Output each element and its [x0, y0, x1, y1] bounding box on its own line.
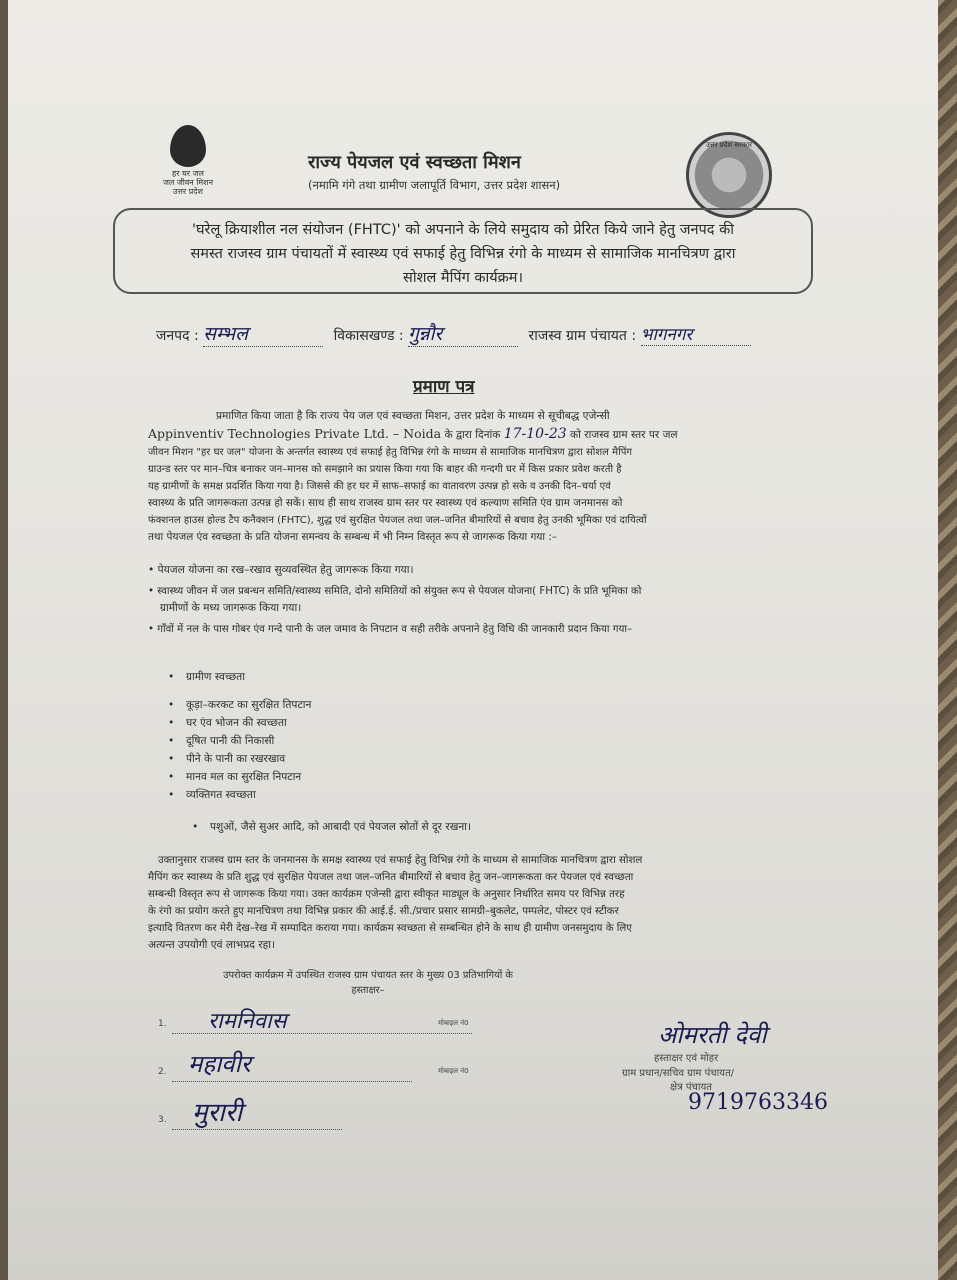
- banner-line-2: समस्त राजस्व ग्राम पंचायतों में स्वास्थ्य एवं सफाई हेतु विभिन्न रंगो के माध्यम से सामाजिक मानचित्रण द्वारा: [190, 246, 736, 262]
- list-item: • कूड़ा–करकट का सुरक्षित तिपटान: [186, 696, 447, 714]
- participant-signature: रामनिवास: [208, 1009, 287, 1034]
- body-line-7: फंक्शनल हाउस होल्ड टैप कनैक्शन (FHTC), शुद्ध एवं सुरक्षित पेयजल तथा जल–जनित बीमारियों से बचाव हेतु उनकी भूमिका एवं दायित्वों: [148, 515, 647, 526]
- conclusion-line-4: के रंगो का प्रयोग करते हुए मानचित्रण तथा विभिन्न प्रकार की आई.ई. सी./प्रचार प्रसार सामग्री–बुकलेट, पम्पलेट, पोस्टर एवं स्टीकर: [148, 906, 619, 917]
- vikaskhand-label: विकासखण्ड :: [333, 328, 404, 344]
- sign-label-1: हस्ताक्षर एवं मोहर: [654, 1053, 719, 1064]
- conclusion-line-2: मैपिंग कर स्वास्थ्य के प्रति शुद्ध एवं सुरक्षित पेयजल तथा जल–जनित बीमारियों से बचाव हेतु जन–जागरूकता कर पेयजल एवं स्वच्छता: [148, 872, 634, 883]
- conclusion-line-6: अत्यन्त उपयोगी एवं लाभप्रद रहा।: [148, 939, 275, 951]
- har-ghar-jal-logo: [138, 125, 238, 200]
- water-drop-icon: [170, 125, 206, 167]
- janpad-value: सम्भल: [203, 320, 323, 347]
- list-item: • व्यक्तिगत स्वच्छता: [186, 786, 447, 804]
- program-banner: [113, 208, 813, 294]
- bullet-1: • पेयजल योजना का रख–रखाव सुव्यवस्थित हेतु जागरूक किया गया।: [148, 564, 414, 576]
- mobile-label: मोबाइल नं0: [438, 1067, 469, 1075]
- gram-panchayat-label: राजस्व ग्राम पंचायत :: [528, 328, 637, 344]
- logo-text-3: उत्तर प्रदेश: [173, 187, 203, 196]
- bullet-2: • स्वास्थ्य जीवन में जल प्रबन्धन समिति/स्वास्थ्य समिति, दोनो समितियों को संयुक्त रूप से पेयजल योजना( FHTC) के प्रति भूमिका को: [148, 586, 642, 597]
- conclusion: [148, 852, 828, 954]
- participants-intro-1: उपरोक्त कार्यक्रम में उपस्थित राजस्व ग्राम पंचायत स्तर के मुख्य 03 प्रतिभागियों के: [223, 970, 513, 981]
- signature-line: [172, 1081, 412, 1082]
- signature-line: [172, 1033, 472, 1034]
- logo-text: [138, 169, 238, 196]
- conclusion-line-5: इत्यादि वितरण कर मेरी देख–रेख में सम्पादित कराया गया। कार्यक्रम स्वच्छता से सम्बन्धित होने के साथ ही ग्रामीण जनसमुदाय के लिए: [148, 923, 632, 934]
- bullet-2-cont: ग्रामीणों के मध्य जागरूक किया गया।: [160, 602, 302, 614]
- participant-number: 1.: [158, 1019, 167, 1029]
- banner-line-3: सोशल मैपिंग कार्यक्रम।: [403, 270, 523, 286]
- banner-line-1: 'घरेलू क्रियाशील नल संयोजन (FHTC)' को अपनाने के लिये समुदाय को प्रेरित किये जाने हेतु जनपद की: [192, 222, 734, 238]
- document-page: [8, 0, 938, 1280]
- agency-name: Appinventiv Technologies Private Ltd. – Noida: [148, 426, 442, 441]
- mobile-label: मोबाइल नं0: [438, 1019, 469, 1027]
- participant-signature: महावीर: [188, 1050, 251, 1078]
- body-line-2-text: के द्वारा दिनांक: [444, 429, 501, 441]
- up-government-seal: [686, 132, 772, 218]
- sanitation-topics-list: [186, 668, 471, 836]
- list-item: • पीने के पानी का रखरखाव: [186, 750, 447, 768]
- list-item: • मानव मल का सुरक्षित निपटान: [186, 768, 447, 786]
- body-line-6: स्वास्थ्य के प्रति जागरूकता उत्पन्न हो सकें। साथ ही साथ राजस्व ग्राम स्तर पर स्वास्थ्य एवं कल्याण समिति एंव ग्राम जनमानस को: [148, 497, 623, 509]
- program-date: 17-10-23: [503, 426, 567, 442]
- certificate-body: [148, 408, 828, 546]
- participant-signature: मुरारी: [192, 1098, 243, 1128]
- location-fields: [156, 320, 806, 347]
- body-line-2-end: को राजस्व ग्राम स्तर पर जल: [570, 429, 678, 441]
- list-item: • दूषित पानी की निकासी: [186, 732, 447, 750]
- vikaskhand-value: गुन्नौर: [408, 320, 518, 347]
- sign-label-3: क्षेत्र पंचायत: [670, 1082, 712, 1093]
- body-line-1: प्रमाणित किया जाता है कि राज्य पेय जल एवं स्वच्छता मिशन, उत्तर प्रदेश के माध्यम से सूचीबद्ध एजेन्सी: [216, 410, 610, 422]
- pradhan-signature: ओमरती देवी: [658, 1021, 767, 1049]
- participant-row: [158, 1005, 538, 1053]
- body-line-2: [148, 425, 828, 444]
- body-line-8: तथा पेयजल एंव स्वच्छता के प्रति योजना समन्वय के सम्बन्ध में भी निम्न विस्तृत रूप से जागरूक किया गया :–: [148, 531, 558, 543]
- janpad-label: जनपद :: [156, 328, 199, 344]
- signature-line: [172, 1129, 342, 1130]
- body-line-4: ग्राउन्ड स्तर पर मान–चित्र बनाकर जन–मानस को समझाने का प्रयास किया गया कि बाहर की गन्दगी घर में किस प्रकार प्रवेश करती है: [148, 464, 622, 475]
- body-line-5: यह ग्रामीणों के समक्ष प्रदर्शित किया गया है। जिससे की हर घर में साफ–सफाई का वातावरण उत्पन्न हो सके व उनकी दिन–चर्या एवं: [148, 481, 611, 492]
- list-item: • घर एंव भोजन की स्वच्छता: [186, 714, 447, 732]
- body-line-3: जीवन मिशन "हर घर जल" योजना के अन्तर्गत स्वास्थ्य एवं सफाई हेतु विभिन्न रंगो के माध्यम से सामाजिक मानचित्रण द्वारा सोशल मैपिंग: [148, 447, 633, 458]
- sign-label-2: ग्राम प्रधान/सचिव ग्राम पंचायत/: [622, 1068, 735, 1079]
- document-title: राज्य पेयजल एवं स्वच्छता मिशन: [308, 152, 521, 173]
- gram-panchayat-value: भागनगर: [641, 322, 751, 346]
- bullet-3: • गाँवों में नल के पास गोबर एंव गन्दे पानी के जल जमाव के निपटान व सही तरीके अपनाने हेतु विधि की जानकारी प्रदान किया गया–: [148, 624, 633, 635]
- pradhan-phone: 9719763346: [688, 1090, 828, 1115]
- bullet-points: [148, 562, 828, 638]
- certificate-heading: प्रमाण पत्र: [413, 377, 475, 397]
- participants-intro-2: हस्ताक्षर–: [351, 985, 385, 996]
- logo-text-2: जल जीवन मिशन: [162, 178, 214, 187]
- conclusion-line-3: सम्बन्धी विस्तृत रूप से जागरूक किया गया। उक्त कार्यक्रम एजेन्सी द्वारा स्वीकृत माड्यूल के अनुसार निर्धारित समय पर विभिन्न तरह: [148, 889, 625, 900]
- document-subtitle: (नमामि गंगे तथा ग्रामीण जलापूर्ति विभाग, उत्तर प्रदेश शासन): [308, 178, 561, 192]
- participant-signatures: [158, 1005, 538, 1149]
- seal-text: उत्तर प्रदेश सरकार: [705, 141, 753, 149]
- participant-row: [158, 1098, 538, 1149]
- participants-intro: [158, 968, 578, 998]
- list-item: • पशुओं, जैसे सुअर आदि, को आबादी एवं पेयजल स्रोतों से दूर रखना।: [210, 818, 471, 836]
- conclusion-line-1: उक्तानुसार राजस्व ग्राम स्तर के जनमानस के समक्ष स्वास्थ्य एवं सफाई हेतु विभिन्न रंगो के माध्यम से सामाजिक मानचित्रण द्वारा सोशल: [158, 855, 643, 866]
- participant-number: 3.: [158, 1115, 167, 1125]
- logo-text-1: हर घर जल: [172, 169, 204, 178]
- list-item: • ग्रामीण स्वच्छता: [186, 668, 447, 686]
- participant-number: 2.: [158, 1067, 167, 1077]
